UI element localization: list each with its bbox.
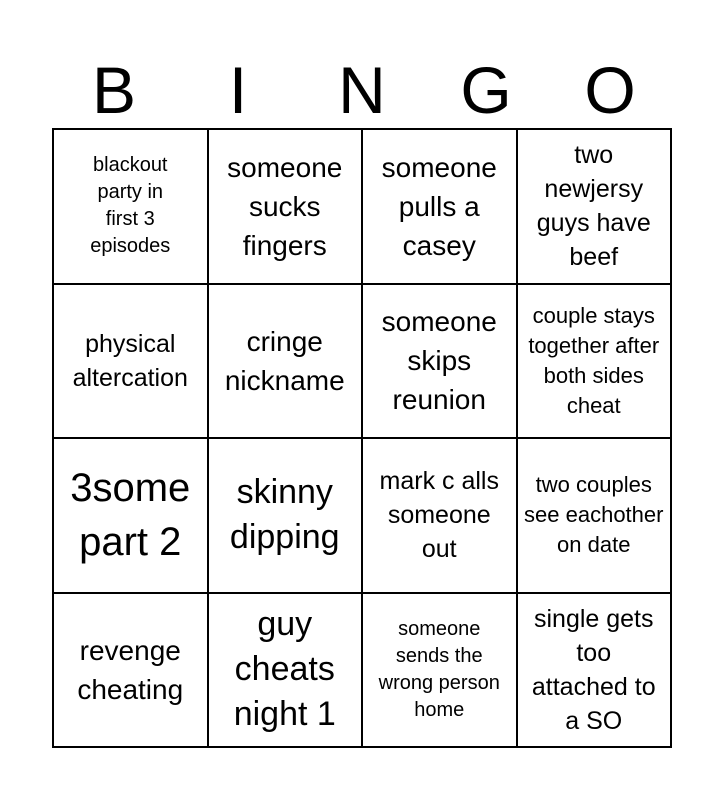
cell-text: someone skips reunion — [381, 306, 497, 416]
cell-text: single gets too attached to a SO — [531, 604, 656, 735]
bingo-cell[interactable] — [54, 594, 209, 749]
header-letter-n: N — [338, 53, 386, 127]
bingo-header — [52, 50, 672, 128]
header-letter-i: I — [228, 53, 248, 127]
cell-text: revenge cheating — [77, 634, 184, 705]
cell-text: two couples see eachother on date — [524, 472, 664, 558]
cell-text: 3some part 2 — [70, 466, 191, 565]
cell-text: someone pulls a casey — [381, 151, 497, 261]
header-letter-o: O — [584, 53, 636, 127]
bingo-cell[interactable] — [209, 594, 364, 749]
bingo-cell[interactable] — [363, 594, 518, 749]
cell-text: blackout party in first 3 episodes — [90, 154, 171, 258]
cell-text: cringe nickname — [224, 325, 345, 396]
header-letter-g: G — [460, 53, 512, 127]
header-letter-b: B — [91, 53, 137, 127]
bingo-cell[interactable] — [518, 130, 673, 285]
bingo-cell[interactable] — [363, 130, 518, 285]
bingo-cell[interactable] — [518, 439, 673, 594]
bingo-cell[interactable] — [518, 285, 673, 440]
bingo-cell[interactable] — [363, 285, 518, 440]
bingo-board — [52, 128, 672, 748]
cell-text: skinny dipping — [229, 473, 340, 557]
bingo-cell[interactable] — [363, 439, 518, 594]
bingo-cell[interactable] — [209, 285, 364, 440]
bingo-cell[interactable] — [518, 594, 673, 749]
cell-text: two newjersy guys have beef — [536, 141, 651, 272]
bingo-cell[interactable] — [209, 439, 364, 594]
cell-text: someone sucks fingers — [227, 151, 343, 261]
cell-text: mark c alls someone out — [379, 467, 499, 564]
cell-text: someone sends the wrong person home — [378, 617, 500, 721]
cell-text: physical altercation — [72, 329, 188, 392]
bingo-cell[interactable] — [54, 285, 209, 440]
cell-text: couple stays together after both sides cheat — [528, 302, 660, 418]
bingo-cell[interactable] — [209, 130, 364, 285]
cell-text: guy cheats night 1 — [233, 605, 336, 734]
bingo-cell[interactable] — [54, 439, 209, 594]
bingo-cell[interactable] — [54, 130, 209, 285]
